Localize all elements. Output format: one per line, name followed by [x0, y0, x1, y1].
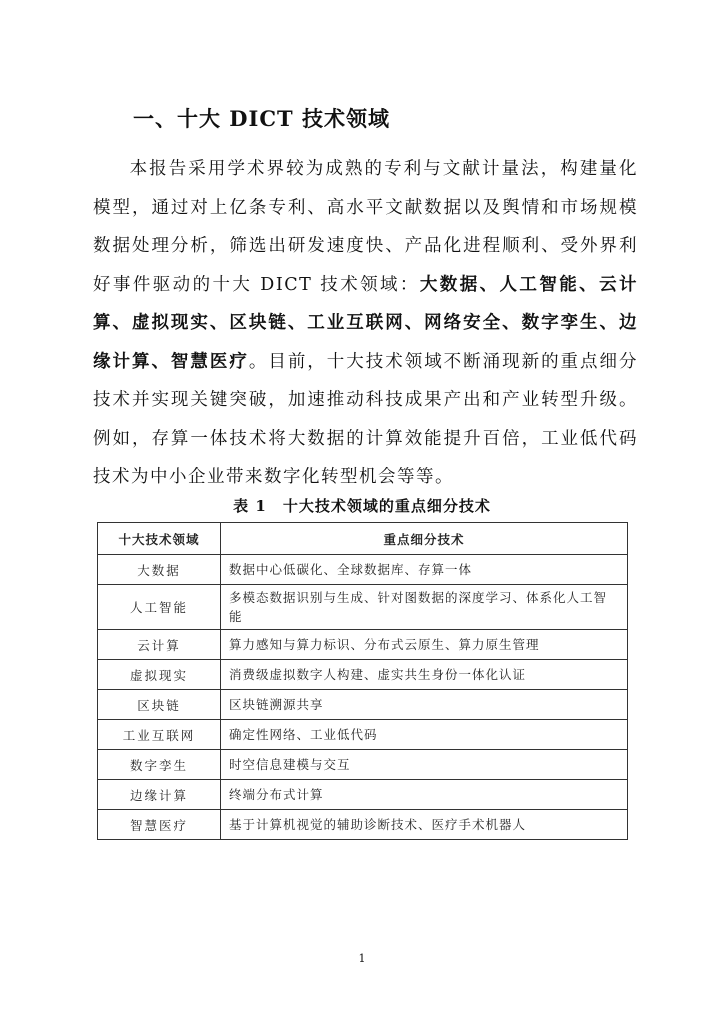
cell-detail: 算力感知与算力标识、分布式云原生、算力原生管理 — [221, 630, 628, 660]
column-header-field: 十大技术领域 — [98, 523, 221, 555]
table-row — [98, 810, 628, 840]
cell-detail: 确定性网络、工业低代码 — [221, 720, 628, 750]
paragraph-text-part1: 本报告采用学术界较为成熟的专利与文献计量法，构建量化模型，通过对上亿条专利、高水平文献数据以及舆情和市场规模数据处理分析，筛选出研发速度快、产品化进程顺利、受外界利好事件驱动的十大 DICT 技术领域： — [93, 159, 638, 295]
paragraph-text-part2: 。目前，十大技术领域不断涌现新的重点细分技术并实现关键突破，加速推动科技成果产出和产业转型升级。例如，存算一体技术将大数据的计算效能提升百倍，工业低代码技术为中小企业带来数字化转型机会等等。 — [93, 351, 639, 487]
page-number: 1 — [358, 952, 366, 965]
column-header-detail: 重点细分技术 — [221, 523, 628, 555]
cell-detail: 多模态数据识别与生成、针对图数据的深度学习、体系化人工智能 — [221, 585, 628, 630]
cell-detail: 基于计算机视觉的辅助诊断技术、医疗手术机器人 — [221, 810, 628, 840]
tech-table — [97, 522, 628, 840]
table-row — [98, 690, 628, 720]
cell-field: 大数据 — [98, 555, 221, 585]
cell-field: 人工智能 — [98, 585, 221, 630]
cell-field: 虚拟现实 — [98, 660, 221, 690]
cell-field: 智慧医疗 — [98, 810, 221, 840]
body-paragraph — [93, 150, 638, 497]
paragraph-highlight: 大数据、人工智能、云计算、虚拟现实、区块链、工业互联网、网络安全、数字孪生、边缘计算、智慧医疗 — [93, 274, 639, 372]
cell-detail: 区块链溯源共享 — [221, 690, 628, 720]
section-heading: 一、十大 DICT 技术领域 — [133, 106, 390, 131]
table-row — [98, 660, 628, 690]
table-header-row — [98, 523, 628, 555]
table-row — [98, 780, 628, 810]
cell-field: 云计算 — [98, 630, 221, 660]
table-row — [98, 630, 628, 660]
cell-field: 边缘计算 — [98, 780, 221, 810]
table-row — [98, 720, 628, 750]
cell-detail: 消费级虚拟数字人构建、虚实共生身份一体化认证 — [221, 660, 628, 690]
table-row — [98, 750, 628, 780]
cell-field: 工业互联网 — [98, 720, 221, 750]
cell-field: 区块链 — [98, 690, 221, 720]
table-row — [98, 585, 628, 630]
cell-detail: 时空信息建模与交互 — [221, 750, 628, 780]
cell-detail: 数据中心低碳化、全球数据库、存算一体 — [221, 555, 628, 585]
table-caption: 表 1 十大技术领域的重点细分技术 — [233, 497, 491, 515]
table-row — [98, 555, 628, 585]
cell-detail: 终端分布式计算 — [221, 780, 628, 810]
cell-field: 数字孪生 — [98, 750, 221, 780]
